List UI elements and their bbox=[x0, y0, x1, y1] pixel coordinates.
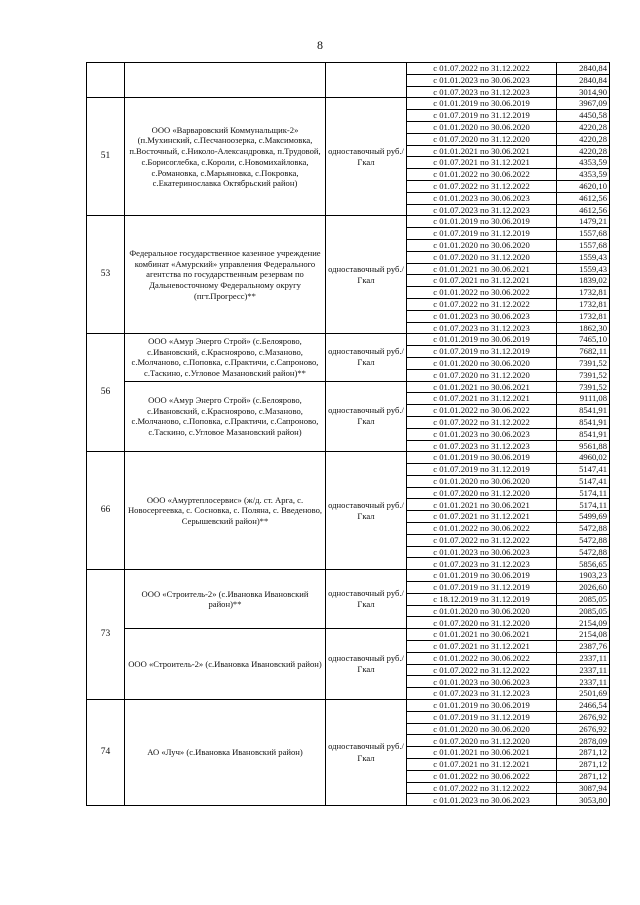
period-cell: с 01.01.2019 по 30.06.2019 bbox=[407, 216, 557, 228]
tariff-value-cell: 2871,12 bbox=[557, 747, 610, 759]
page-number: 8 bbox=[317, 38, 323, 52]
tariff-value-cell: 2501,69 bbox=[557, 688, 610, 700]
period-cell: с 01.01.2020 по 30.06.2020 bbox=[407, 239, 557, 251]
tariff-value-cell: 2337,11 bbox=[557, 676, 610, 688]
row-number-cell: 56 bbox=[87, 334, 125, 452]
tariff-value-cell: 1732,81 bbox=[557, 287, 610, 299]
tariff-value-cell: 2878,09 bbox=[557, 735, 610, 747]
row-number-cell: 51 bbox=[87, 98, 125, 216]
period-cell: с 01.07.2019 по 31.12.2019 bbox=[407, 464, 557, 476]
tariff-value-cell: 4220,28 bbox=[557, 121, 610, 133]
tariff-value-cell: 1732,81 bbox=[557, 310, 610, 322]
tariff-value-cell: 2840,84 bbox=[557, 63, 610, 75]
tariff-value-cell: 9561,88 bbox=[557, 440, 610, 452]
tariff-value-cell: 5147,41 bbox=[557, 464, 610, 476]
tariff-value-cell: 2337,11 bbox=[557, 652, 610, 664]
tariff-value-cell: 4353,59 bbox=[557, 157, 610, 169]
period-cell: с 01.07.2023 по 31.12.2023 bbox=[407, 688, 557, 700]
period-cell: с 01.07.2019 по 31.12.2019 bbox=[407, 110, 557, 122]
tariff-type-cell: одноставочный руб./Гкал bbox=[326, 98, 407, 216]
tariff-value-cell: 2466,54 bbox=[557, 700, 610, 712]
tariff-value-cell: 1479,21 bbox=[557, 216, 610, 228]
period-cell: с 01.07.2022 по 31.12.2022 bbox=[407, 664, 557, 676]
tariff-value-cell: 5472,88 bbox=[557, 534, 610, 546]
row-number-cell: 73 bbox=[87, 570, 125, 700]
row-number-cell: 74 bbox=[87, 700, 125, 806]
tariff-value-cell: 7391,52 bbox=[557, 381, 610, 393]
tariff-table-body bbox=[87, 63, 610, 806]
period-cell: с 01.07.2020 по 31.12.2020 bbox=[407, 735, 557, 747]
tariff-value-cell: 9111,08 bbox=[557, 393, 610, 405]
tariff-value-cell: 2154,09 bbox=[557, 617, 610, 629]
period-cell: с 01.01.2023 по 30.06.2023 bbox=[407, 546, 557, 558]
tariff-value-cell: 2871,12 bbox=[557, 759, 610, 771]
organization-cell: ООО «Амур Энерго Строй» (с.Белоярово, с.Ивановский, с.Красноярово, с.Мазаново, с.Молчаново, с.Поповка, с.Практичи, с.Сапроново, с.Таскино, с.Угловое Мазановский район)** bbox=[125, 334, 326, 381]
period-cell: с 01.01.2020 по 30.06.2020 bbox=[407, 605, 557, 617]
period-cell: с 01.07.2022 по 31.12.2022 bbox=[407, 298, 557, 310]
tariff-value-cell: 2085,05 bbox=[557, 593, 610, 605]
period-cell: с 01.01.2020 по 30.06.2020 bbox=[407, 723, 557, 735]
period-cell: с 01.01.2023 по 30.06.2023 bbox=[407, 310, 557, 322]
tariff-value-cell: 1557,68 bbox=[557, 228, 610, 240]
period-cell: с 01.01.2021 по 30.06.2021 bbox=[407, 145, 557, 157]
period-cell: с 01.01.2021 по 30.06.2021 bbox=[407, 263, 557, 275]
tariff-type-cell: одноставочный руб./Гкал bbox=[326, 700, 407, 806]
period-cell: с 01.07.2020 по 31.12.2020 bbox=[407, 487, 557, 499]
period-cell: с 01.01.2021 по 30.06.2021 bbox=[407, 499, 557, 511]
period-cell: с 01.07.2023 по 31.12.2023 bbox=[407, 440, 557, 452]
organization-cell bbox=[125, 63, 326, 98]
period-cell: с 01.01.2021 по 30.06.2021 bbox=[407, 381, 557, 393]
period-cell: с 01.07.2021 по 31.12.2021 bbox=[407, 157, 557, 169]
period-cell: с 01.07.2020 по 31.12.2020 bbox=[407, 617, 557, 629]
tariff-value-cell: 3053,80 bbox=[557, 794, 610, 806]
table-row bbox=[87, 452, 610, 464]
organization-cell: ООО «Амуртеплосервис» (ж/д. ст. Арга, с. Новосергеевка, с. Сосновка, с. Поляна, с. Введеново, Серышевский район)** bbox=[125, 452, 326, 570]
table-row bbox=[87, 216, 610, 228]
period-cell: с 01.07.2019 по 31.12.2019 bbox=[407, 582, 557, 594]
tariff-type-cell: одноставочный руб./Гкал bbox=[326, 452, 407, 570]
period-cell: с 01.01.2020 по 30.06.2020 bbox=[407, 121, 557, 133]
tariff-type-cell: одноставочный руб./Гкал bbox=[326, 570, 407, 629]
row-number-cell bbox=[87, 63, 125, 98]
period-cell: с 01.01.2023 по 30.06.2023 bbox=[407, 428, 557, 440]
period-cell: с 01.01.2023 по 30.06.2023 bbox=[407, 192, 557, 204]
period-cell: с 01.01.2022 по 30.06.2022 bbox=[407, 652, 557, 664]
tariff-value-cell: 1903,23 bbox=[557, 570, 610, 582]
period-cell: с 01.07.2021 по 31.12.2021 bbox=[407, 759, 557, 771]
period-cell: с 01.01.2022 по 30.06.2022 bbox=[407, 287, 557, 299]
tariff-value-cell: 1732,81 bbox=[557, 298, 610, 310]
tariff-value-cell: 8541,91 bbox=[557, 428, 610, 440]
tariff-value-cell: 1559,43 bbox=[557, 251, 610, 263]
period-cell: с 01.07.2022 по 31.12.2022 bbox=[407, 782, 557, 794]
tariff-value-cell: 4220,28 bbox=[557, 133, 610, 145]
tariff-value-cell: 2337,11 bbox=[557, 664, 610, 676]
tariff-type-cell bbox=[326, 63, 407, 98]
period-cell: с 01.01.2021 по 30.06.2021 bbox=[407, 747, 557, 759]
tariff-value-cell: 1559,43 bbox=[557, 263, 610, 275]
tariff-value-cell: 1862,30 bbox=[557, 322, 610, 334]
tariff-type-cell: одноставочный руб./Гкал bbox=[326, 216, 407, 334]
organization-cell: ООО «Варваровский Коммунальщик-2» (п.Мухинский, с.Песчаноозерка, с.Максимовка, п.Восточный, с.Николо-Александровка, п.Трудовой, с.Борисоглебка, с.Короли, с.Новомихайловка, с.Романовка, с.Марьяновка, с.Покровка, с.Екатеринославка Октябрьский район) bbox=[125, 98, 326, 216]
period-cell: с 01.01.2019 по 30.06.2019 bbox=[407, 570, 557, 582]
period-cell: с 01.01.2022 по 30.06.2022 bbox=[407, 770, 557, 782]
tariff-value-cell: 2676,92 bbox=[557, 723, 610, 735]
organization-cell: ООО «Строитель-2» (с.Ивановка Ивановский район) bbox=[125, 629, 326, 700]
period-cell: с 01.07.2023 по 31.12.2023 bbox=[407, 558, 557, 570]
tariff-value-cell: 5174,11 bbox=[557, 487, 610, 499]
tariff-type-cell: одноставочный руб./Гкал bbox=[326, 334, 407, 381]
tariff-value-cell: 8541,91 bbox=[557, 416, 610, 428]
tariff-value-cell: 4612,56 bbox=[557, 204, 610, 216]
period-cell: с 01.01.2020 по 30.06.2020 bbox=[407, 475, 557, 487]
table-row bbox=[87, 570, 610, 582]
period-cell: с 01.07.2020 по 31.12.2020 bbox=[407, 369, 557, 381]
period-cell: с 01.07.2019 по 31.12.2019 bbox=[407, 711, 557, 723]
tariff-value-cell: 5499,69 bbox=[557, 511, 610, 523]
tariff-value-cell: 7465,10 bbox=[557, 334, 610, 346]
tariff-value-cell: 3087,94 bbox=[557, 782, 610, 794]
tariff-value-cell: 2154,08 bbox=[557, 629, 610, 641]
tariff-value-cell: 2085,05 bbox=[557, 605, 610, 617]
period-cell: с 01.01.2019 по 30.06.2019 bbox=[407, 334, 557, 346]
table-row bbox=[87, 629, 610, 641]
tariff-value-cell: 8541,91 bbox=[557, 405, 610, 417]
period-cell: с 01.01.2021 по 30.06.2021 bbox=[407, 629, 557, 641]
period-cell: с 01.01.2019 по 30.06.2019 bbox=[407, 98, 557, 110]
tariff-value-cell: 4960,02 bbox=[557, 452, 610, 464]
tariff-value-cell: 4612,56 bbox=[557, 192, 610, 204]
period-cell: с 01.01.2022 по 30.06.2022 bbox=[407, 523, 557, 535]
period-cell: с 01.01.2022 по 30.06.2022 bbox=[407, 169, 557, 181]
tariff-value-cell: 7391,52 bbox=[557, 357, 610, 369]
period-cell: с 18.12.2019 по 31.12.2019 bbox=[407, 593, 557, 605]
organization-cell: ООО «Строитель-2» (с.Ивановка Ивановский район)** bbox=[125, 570, 326, 629]
row-number-cell: 53 bbox=[87, 216, 125, 334]
tariff-value-cell: 2676,92 bbox=[557, 711, 610, 723]
period-cell: с 01.07.2022 по 31.12.2022 bbox=[407, 180, 557, 192]
tariff-value-cell: 1557,68 bbox=[557, 239, 610, 251]
period-cell: с 01.01.2019 по 30.06.2019 bbox=[407, 700, 557, 712]
tariff-value-cell: 3967,09 bbox=[557, 98, 610, 110]
tariff-value-cell: 5856,65 bbox=[557, 558, 610, 570]
period-cell: с 01.07.2020 по 31.12.2020 bbox=[407, 133, 557, 145]
tariff-value-cell: 5472,88 bbox=[557, 546, 610, 558]
tariff-value-cell: 7682,11 bbox=[557, 346, 610, 358]
period-cell: с 01.07.2023 по 31.12.2023 bbox=[407, 86, 557, 98]
tariff-table bbox=[86, 62, 610, 806]
tariff-value-cell: 3014,90 bbox=[557, 86, 610, 98]
tariff-value-cell: 2871,12 bbox=[557, 770, 610, 782]
table-row bbox=[87, 63, 610, 75]
tariff-value-cell: 4450,58 bbox=[557, 110, 610, 122]
period-cell: с 01.07.2019 по 31.12.2019 bbox=[407, 346, 557, 358]
organization-cell: Федеральное государственное казенное учреждение комбинат «Амурский» управления Федерального агентства по государственным резервам по Дальневосточному Федеральному округу (пгт.Прогресс)** bbox=[125, 216, 326, 334]
tariff-value-cell: 5472,88 bbox=[557, 523, 610, 535]
period-cell: с 01.07.2022 по 31.12.2022 bbox=[407, 534, 557, 546]
period-cell: с 01.07.2022 по 31.12.2022 bbox=[407, 416, 557, 428]
tariff-value-cell: 4353,59 bbox=[557, 169, 610, 181]
tariff-type-cell: одноставочный руб./Гкал bbox=[326, 629, 407, 700]
period-cell: с 01.01.2019 по 30.06.2019 bbox=[407, 452, 557, 464]
period-cell: с 01.01.2020 по 30.06.2020 bbox=[407, 357, 557, 369]
tariff-value-cell: 2387,76 bbox=[557, 641, 610, 653]
period-cell: с 01.07.2023 по 31.12.2023 bbox=[407, 204, 557, 216]
organization-cell: АО «Луч» (с.Ивановка Ивановский район) bbox=[125, 700, 326, 806]
period-cell: с 01.07.2022 по 31.12.2022 bbox=[407, 63, 557, 75]
period-cell: с 01.07.2020 по 31.12.2020 bbox=[407, 251, 557, 263]
tariff-value-cell: 1839,02 bbox=[557, 275, 610, 287]
period-cell: с 01.01.2023 по 30.06.2023 bbox=[407, 676, 557, 688]
tariff-value-cell: 7391,52 bbox=[557, 369, 610, 381]
period-cell: с 01.07.2021 по 31.12.2021 bbox=[407, 511, 557, 523]
period-cell: с 01.07.2021 по 31.12.2021 bbox=[407, 393, 557, 405]
period-cell: с 01.01.2022 по 30.06.2022 bbox=[407, 405, 557, 417]
table-row bbox=[87, 381, 610, 393]
tariff-value-cell: 2840,84 bbox=[557, 74, 610, 86]
organization-cell: ООО «Амур Энерго Строй» (с.Белоярово, с.Ивановский, с.Красноярово, с.Мазаново, с.Молчаново, с.Поповка, с.Практичи, с.Сапроново, с.Таскино, с.Угловое Мазановский район) bbox=[125, 381, 326, 452]
period-cell: с 01.07.2021 по 31.12.2021 bbox=[407, 275, 557, 287]
tariff-value-cell: 4220,28 bbox=[557, 145, 610, 157]
tariff-type-cell: одноставочный руб./Гкал bbox=[326, 381, 407, 452]
tariff-value-cell: 5174,11 bbox=[557, 499, 610, 511]
tariff-value-cell: 2026,60 bbox=[557, 582, 610, 594]
tariff-value-cell: 4620,10 bbox=[557, 180, 610, 192]
table-row bbox=[87, 334, 610, 346]
table-row bbox=[87, 700, 610, 712]
period-cell: с 01.07.2023 по 31.12.2023 bbox=[407, 322, 557, 334]
row-number-cell: 66 bbox=[87, 452, 125, 570]
period-cell: с 01.01.2023 по 30.06.2023 bbox=[407, 794, 557, 806]
period-cell: с 01.01.2023 по 30.06.2023 bbox=[407, 74, 557, 86]
tariff-value-cell: 5147,41 bbox=[557, 475, 610, 487]
period-cell: с 01.07.2021 по 31.12.2021 bbox=[407, 641, 557, 653]
table-row bbox=[87, 98, 610, 110]
period-cell: с 01.07.2019 по 31.12.2019 bbox=[407, 228, 557, 240]
